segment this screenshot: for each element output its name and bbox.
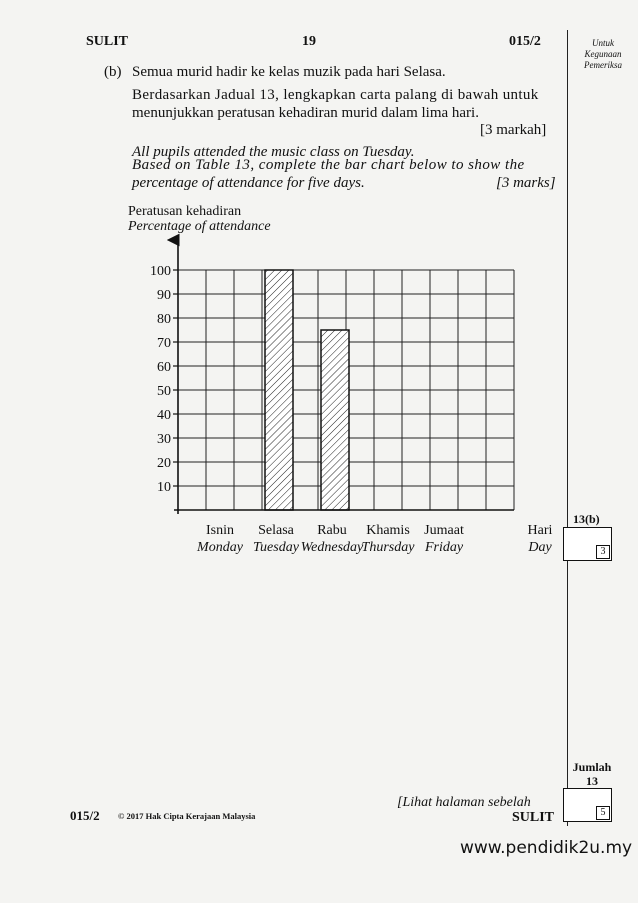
english-instruction-1: Based on Table 13, complete the bar chart below to show the (132, 157, 525, 173)
english-statement: All pupils attended the music class on Tuesday. (132, 144, 415, 160)
side-note-1: Untuk (592, 38, 614, 48)
malay-marks: [3 markah] (480, 122, 547, 138)
y-tick-label-100: 100 (150, 264, 171, 279)
x-label-english: Friday (424, 540, 464, 555)
malay-instruction-2: menunjukkan peratusan kehadiran murid dalam lima hari. (132, 105, 479, 121)
y-tick-label-10: 10 (157, 480, 171, 495)
footer-code: 015/2 (70, 808, 100, 823)
y-axis-title-malay: Peratusan kehadiran (128, 204, 242, 219)
chart-y-ticks (150, 264, 178, 495)
bar-wednesday (321, 330, 349, 510)
part-label: (b) (104, 64, 122, 80)
x-axis-title-english: Day (528, 540, 552, 555)
item-13b-label: 13(b) (573, 512, 600, 526)
y-tick-label-70: 70 (157, 336, 171, 351)
turn-over-note: [Lihat halaman sebelah (397, 795, 531, 810)
footer-copyright: © 2017 Hak Cipta Kerajaan Malaysia (118, 811, 256, 821)
bar-tuesday (265, 270, 293, 510)
total-label-text: Jumlah (572, 760, 612, 774)
y-axis-title-english: Percentage of attendance (128, 219, 271, 234)
watermark: www.pendidik2u.my (460, 838, 633, 858)
item-13b-score-box[interactable] (563, 527, 612, 561)
chart-x-labels (196, 523, 552, 555)
x-label-english: Monday (197, 540, 243, 555)
english-instruction-2: percentage of attendance for five days. (132, 175, 365, 191)
x-label-malay: Khamis (366, 523, 410, 538)
x-label-english: Tuesday (253, 540, 299, 555)
total-label (567, 760, 617, 788)
header-sulit: SULIT (86, 34, 129, 49)
page-number: 19 (302, 34, 316, 49)
malay-statement: Semua murid hadir ke kelas muzik pada hari Selasa. (132, 64, 446, 80)
x-axis-title-malay: Hari (527, 523, 553, 538)
total-question-number: 13 (586, 774, 598, 788)
y-tick-label-90: 90 (157, 288, 171, 303)
footer-sulit: SULIT (512, 810, 555, 825)
x-label-malay: Isnin (206, 523, 234, 538)
y-tick-label-20: 20 (157, 456, 171, 471)
paper-code: 015/2 (509, 34, 541, 49)
x-label-malay: Jumaat (424, 523, 464, 538)
x-label-malay: Selasa (258, 523, 294, 538)
english-marks: [3 marks] (496, 175, 556, 191)
side-note-2: Kegunaan (584, 49, 622, 59)
total-max-marks: 5 (596, 806, 610, 820)
x-label-english: Wednesday (300, 540, 364, 555)
side-note-3: Pemeriksa (584, 60, 622, 70)
y-tick-label-80: 80 (157, 312, 171, 327)
x-label-malay: Rabu (317, 523, 347, 538)
y-tick-label-40: 40 (157, 408, 171, 423)
malay-instruction-1: Berdasarkan Jadual 13, lengkapkan carta palang di bawah untuk (132, 87, 539, 103)
y-tick-label-60: 60 (157, 360, 171, 375)
x-label-english: Thursday (361, 540, 415, 555)
total-score-box[interactable] (563, 788, 612, 822)
item-13b-max-marks: 3 (596, 545, 610, 559)
y-tick-label-50: 50 (157, 384, 171, 399)
y-tick-label-30: 30 (157, 432, 171, 447)
